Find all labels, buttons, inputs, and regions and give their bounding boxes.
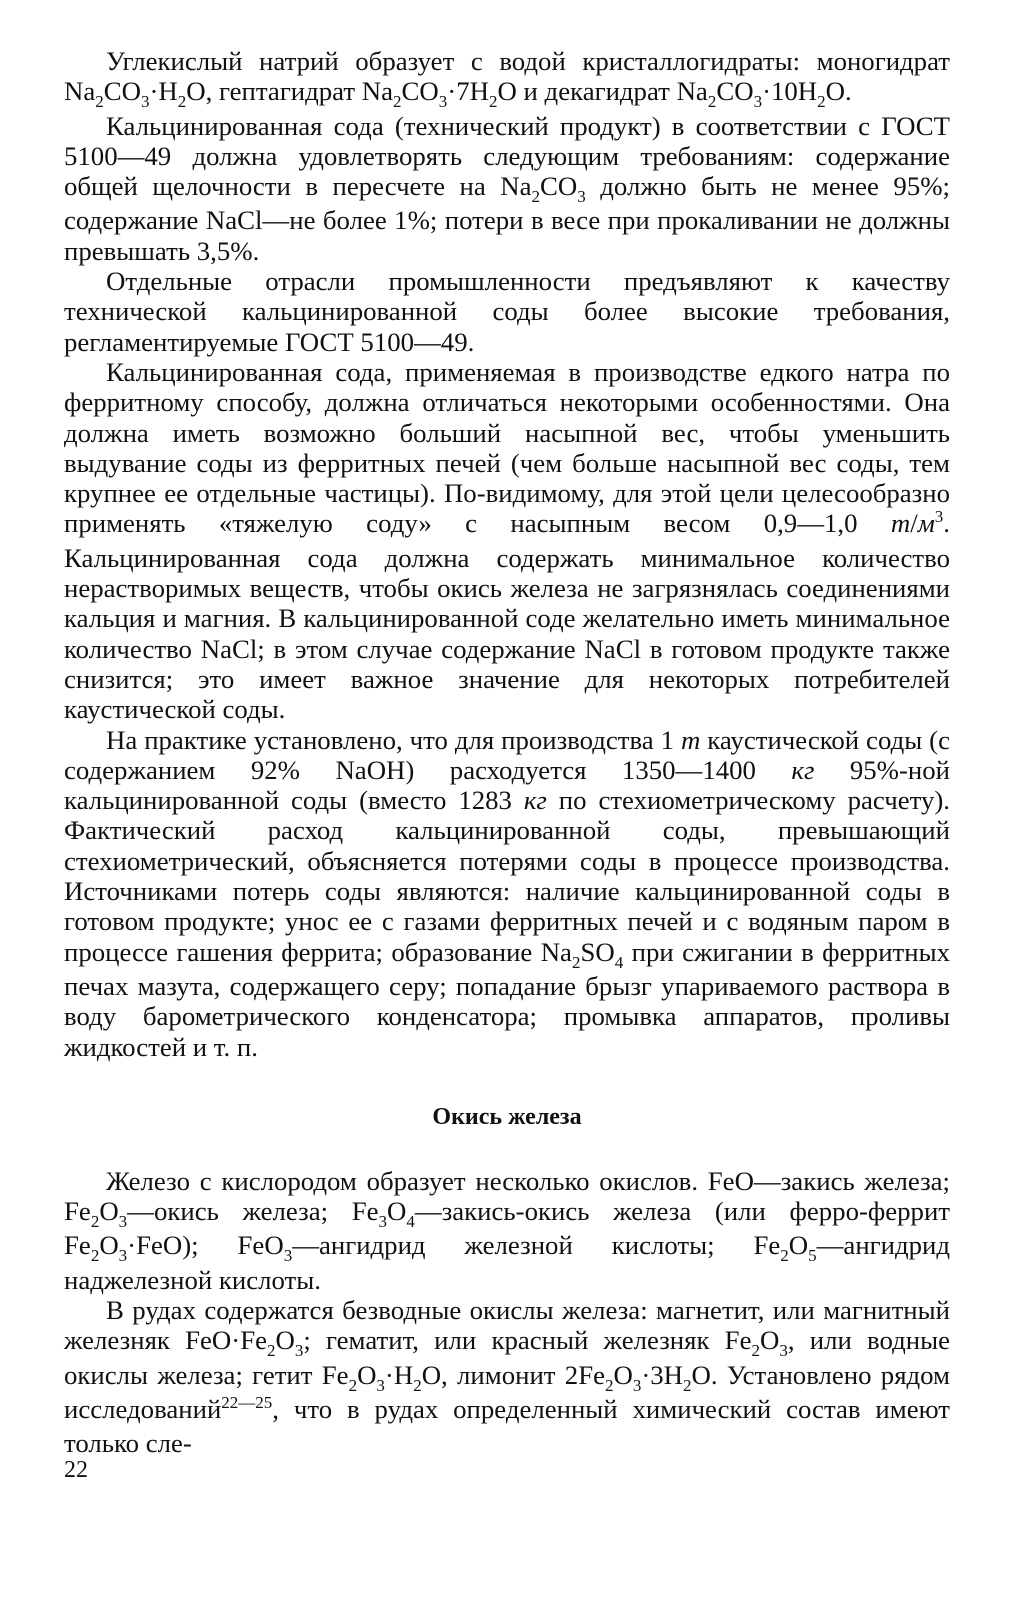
- paragraph-2: Кальцинированная сода (технический продукт) в соответствии с ГОСТ 5100—49 должна удовлетворять следующим требованиям: содержание общей щелочности в пересчете на $Na_2CO_3$ должно быть не менее 95%; содержание NaCl—не более 1%; потери в весе при прокаливании не должны превышать 3,5%.: [64, 110, 950, 266]
- page-text: [64, 46, 950, 1458]
- paragraph-7: В рудах содержатся безводные окислы железа: магнетит, или магнитный железняк $FeO\cdot Fe_2O_3$; гематит, или красный железняк $Fe_2O_3$, или водные окислы железа; гетит $Fe_2O_3\cdot H_2O$, лимонит $2Fe_2O_3\cdot 3H_2O$. Установлено рядом исследований$^{22—25}$, что в рудах определенный химический состав имеют только сле-: [64, 1294, 951, 1459]
- paragraph-5: На практике установлено, что для производства 1 т каустической соды (с содержанием 92% NaOH) расходуется 1350—1400 кг 95%-ной кальцинированной соды (вместо 1283 кг по стехиометрическому расчету). Фактический расход кальцинированной соды, превышающий стехиометрический, объясняется потерями соды в процессе производства. Источниками потерь соды являются: наличие кальцинированной соды в готовом продукте; унос ее с газами ферритных печей и с водяным паром в процессе гашения феррита; образование $Na_2SO_4$ при сжигании в ферритных печах мазута, содержащего серу; попадание брызг упариваемого раствора в воду барометрического конденсатора; промывка аппаратов, проливы жидкостей и т. п.: [64, 724, 951, 1062]
- paragraph-1: Углекислый натрий образует с водой кристаллогидраты: моногидрат $Na_2CO_3\cdot H_2O$, гептагидрат $Na_2CO_3\cdot 7H_2O$ и декагидрат $Na_2CO_3\cdot 10H_2O$.: [64, 46, 950, 112]
- paragraph-3: Отдельные отрасли промышленности предъявляют к качеству технической кальцинированной соды более высокие требования, регламентируемые ГОСТ 5100—49.: [64, 266, 950, 357]
- paragraph-6: Железо с кислородом образует несколько окислов. FeO—закись железа; $Fe_2O_3—окись$ железа; $Fe_3O_4—закись$-окись железа (или ферро-феррит $Fe_2O_3\cdot FeO$); FeO$_3$—ангидрид железной кислоты; $Fe_2O_5—ангидрид$ наджелезной кислоты.: [64, 1165, 950, 1295]
- page-number: 22: [64, 1457, 88, 1483]
- paragraph-4: Кальцинированная сода, применяемая в производстве едкого натра по ферритному способу, должна отличаться некоторыми особенностями. Она должна иметь возможно больший насыпной вес, чтобы уменьшить выдувание соды из ферритных печей (чем больше насыпной вес соды, тем крупнее ее отдельные частицы). По-видимому, для этой цели целесообразно применять «тяжелую соду» с насыпным весом 0,9—1,0 $т/м^3$. Кальцинированная сода должна содержать минимальное количество нерастворимых веществ, чтобы окись железа не загрязнялась соединениями кальция и магния. В кальцинированной соде желательно иметь минимальное количество NaCl; в этом случае содержание NaCl в готовом продукте также снизится; это имеет важное значение для некоторых потребителей каустической соды.: [64, 356, 950, 725]
- section-heading: Окись железа: [432, 1103, 582, 1130]
